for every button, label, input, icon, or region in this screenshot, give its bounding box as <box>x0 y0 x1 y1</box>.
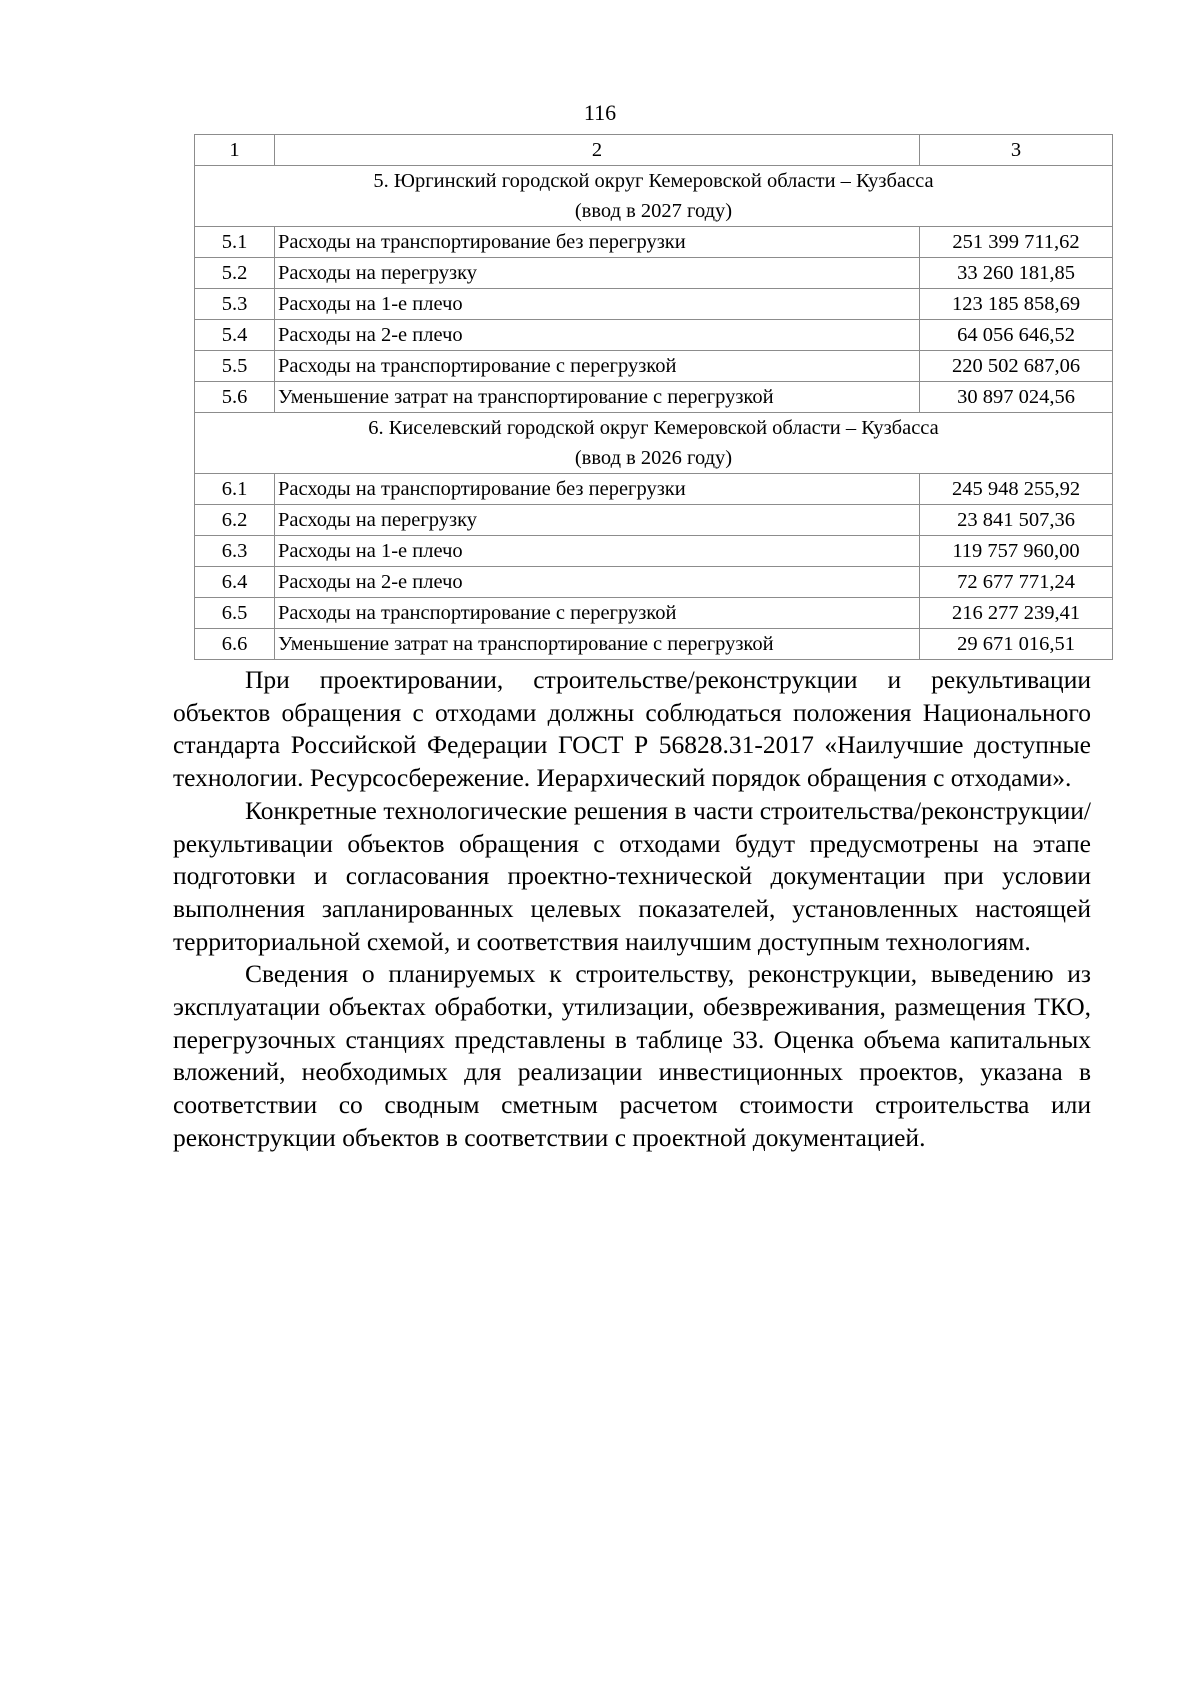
row-value: 123 185 858,69 <box>920 289 1113 320</box>
row-number: 6.2 <box>195 505 275 536</box>
row-value: 30 897 024,56 <box>920 382 1113 413</box>
row-value: 220 502 687,06 <box>920 351 1113 382</box>
row-value: 72 677 771,24 <box>920 567 1113 598</box>
row-description: Расходы на транспортирование без перегрузки <box>275 474 920 505</box>
body-text <box>173 664 1091 1155</box>
table-row <box>195 320 1113 351</box>
row-number: 5.6 <box>195 382 275 413</box>
page-number: 116 <box>583 100 617 125</box>
row-number: 6.6 <box>195 629 275 660</box>
paragraph: Сведения о планируемых к строительству, реконструкции, выведению из эксплуатации объектах обработки, утилизации, обезвреживания, размещения ТКО, перегрузочных станциях представлены в таблице 33. Оценка объема капитальных вложений, необходимых для реализации инвестиционных проектов, указана в соответствии со сводным сметным расчетом стоимости строительства или реконструкции объектов в соответствии с проектной документацией. <box>173 959 1091 1152</box>
row-value: 29 671 016,51 <box>920 629 1113 660</box>
row-description: Расходы на перегрузку <box>275 505 920 536</box>
table-row <box>195 258 1113 289</box>
section-title: 5. Юргинский городской округ Кемеровской области – Кузбасса <box>373 170 934 192</box>
row-description: Расходы на 2-е плечо <box>275 320 920 351</box>
row-description: Расходы на 2-е плечо <box>275 567 920 598</box>
table-row <box>195 505 1113 536</box>
row-value: 216 277 239,41 <box>920 598 1113 629</box>
row-value: 251 399 711,62 <box>920 227 1113 258</box>
row-value: 64 056 646,52 <box>920 320 1113 351</box>
table-row <box>195 567 1113 598</box>
row-description: Расходы на транспортирование без перегрузки <box>275 227 920 258</box>
row-description: Расходы на транспортирование с перегрузкой <box>275 598 920 629</box>
row-value: 119 757 960,00 <box>920 536 1113 567</box>
row-value: 245 948 255,92 <box>920 474 1113 505</box>
row-number: 5.4 <box>195 320 275 351</box>
section-title-cell <box>195 166 1113 227</box>
section-title: 6. Киселевский городской округ Кемеровской области – Кузбасса <box>368 417 939 439</box>
table-row <box>195 227 1113 258</box>
header-cell: 1 <box>195 135 275 166</box>
paragraph: При проектировании, строительстве/реконструкции и рекультивации объектов обращения с отходами должны соблюдаться положения Национального стандарта Российской Федерации ГОСТ Р 56828.31-2017 «Наилучшие доступные технологии. Ресурсосбережение. Иерархический порядок обращения с отходами». <box>173 665 1091 793</box>
row-number: 6.4 <box>195 567 275 598</box>
row-description: Расходы на транспортирование с перегрузкой <box>275 351 920 382</box>
table-row <box>195 629 1113 660</box>
row-number: 5.5 <box>195 351 275 382</box>
row-description: Расходы на 1-е плечо <box>275 536 920 567</box>
row-number: 6.5 <box>195 598 275 629</box>
row-number: 6.3 <box>195 536 275 567</box>
table-header-row <box>195 135 1113 166</box>
row-number: 5.3 <box>195 289 275 320</box>
table-row <box>195 536 1113 567</box>
row-number: 6.1 <box>195 474 275 505</box>
row-description: Расходы на перегрузку <box>275 258 920 289</box>
table-row <box>195 289 1113 320</box>
cost-table <box>194 134 1113 660</box>
row-description: Расходы на 1-е плечо <box>275 289 920 320</box>
section-subtitle: (ввод в 2027 году) <box>574 200 733 222</box>
row-value: 23 841 507,36 <box>920 505 1113 536</box>
section-row <box>195 413 1113 474</box>
row-description: Уменьшение затрат на транспортирование с перегрузкой <box>275 629 920 660</box>
table-row <box>195 351 1113 382</box>
section-subtitle: (ввод в 2026 году) <box>574 447 733 469</box>
table-row <box>195 598 1113 629</box>
paragraph: Конкретные технологические решения в части строительства/реконструкции/рекультивации объектов обращения с отходами будут предусмотрены на этапе подготовки и согласования проектно-технической документации при условии выполнения запланированных целевых показателей, установленных настоящей территориальной схемой, и соответствия наилучшим доступным технологиям. <box>173 795 1091 956</box>
header-cell: 2 <box>275 135 920 166</box>
section-title-cell <box>195 413 1113 474</box>
section-row <box>195 166 1113 227</box>
header-cell: 3 <box>920 135 1113 166</box>
row-number: 5.2 <box>195 258 275 289</box>
row-description: Уменьшение затрат на транспортирование с перегрузкой <box>275 382 920 413</box>
table-row <box>195 382 1113 413</box>
row-number: 5.1 <box>195 227 275 258</box>
row-value: 33 260 181,85 <box>920 258 1113 289</box>
table-row <box>195 474 1113 505</box>
